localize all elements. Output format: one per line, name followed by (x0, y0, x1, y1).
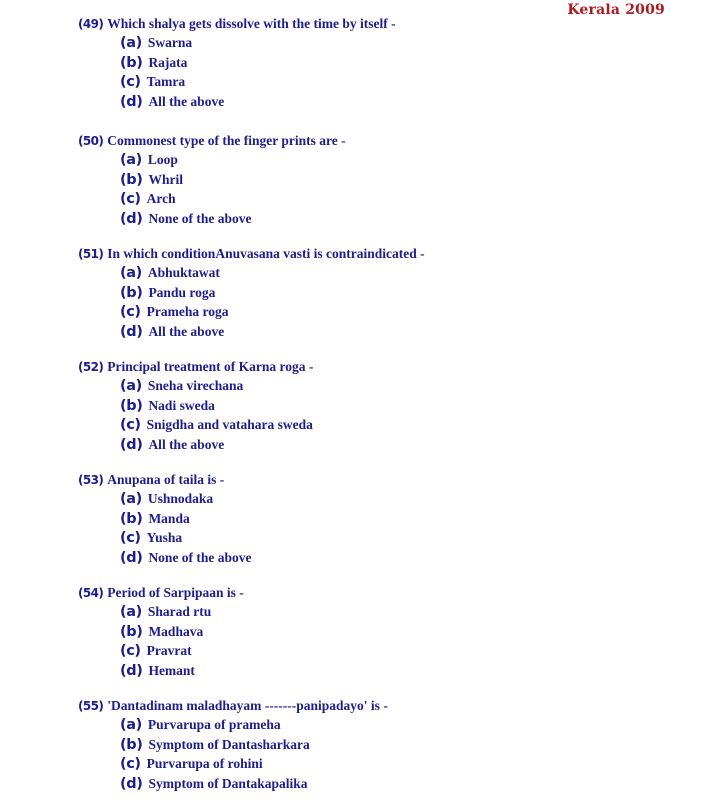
option-c (120, 641, 698, 661)
option-list (120, 150, 698, 228)
option-d (120, 774, 698, 794)
question-text: In which conditionAnuvasana vasti is contraindicated - (107, 246, 425, 261)
question-stem (78, 14, 698, 34)
option-letter: (d) (120, 323, 143, 340)
question-stem (78, 470, 698, 490)
exam-header: Kerala 2009 (567, 2, 665, 18)
option-letter: (c) (120, 74, 141, 90)
option-text: Madhava (148, 623, 204, 639)
option-text: Snigdha and vatahara sweda (146, 417, 313, 432)
option-list (120, 263, 698, 341)
option-text: Pandu roga (148, 284, 216, 300)
option-c (120, 72, 698, 92)
option-letter: (c) (120, 756, 141, 772)
option-d (120, 92, 698, 112)
option-text: Sharad rtu (147, 604, 212, 619)
option-letter: (b) (120, 397, 143, 414)
option-letter: (b) (120, 510, 143, 527)
option-letter: (c) (120, 417, 141, 433)
question-stem (78, 357, 698, 377)
option-d (120, 435, 698, 455)
question-number: (50) (78, 134, 104, 148)
question-55 (78, 696, 698, 793)
option-letter: (b) (120, 54, 143, 71)
option-c (120, 189, 698, 209)
option-text: Symptom of Dantasharkara (148, 736, 310, 752)
option-letter: (a) (120, 152, 142, 168)
option-text: Pravrat (146, 643, 192, 658)
option-text: Manda (148, 510, 190, 526)
option-list (120, 489, 698, 567)
option-b (120, 735, 698, 755)
option-text: Arch (146, 191, 176, 206)
option-text: Rajata (148, 54, 188, 70)
option-text: All the above (148, 93, 225, 109)
question-text: Which shalya gets dissolve with the time by itself - (107, 16, 396, 31)
option-letter: (d) (120, 93, 143, 110)
option-d (120, 322, 698, 342)
question-text: 'Dantadinam maladhayam -------panipadayo' is - (107, 698, 388, 713)
option-text: Nadi sweda (148, 397, 215, 413)
option-a (120, 263, 698, 283)
option-a (120, 489, 698, 509)
question-number: (51) (78, 247, 104, 261)
question-text: Principal treatment of Karna roga - (107, 359, 314, 374)
option-letter: (a) (120, 717, 142, 733)
question-49 (78, 14, 698, 111)
option-text: Sneha virechana (147, 378, 244, 393)
option-text: Yusha (146, 530, 183, 545)
question-number: (55) (78, 699, 104, 713)
option-a (120, 602, 698, 622)
option-text: Hemant (148, 662, 195, 678)
question-50 (78, 131, 698, 228)
option-letter: (a) (120, 378, 142, 394)
option-letter: (c) (120, 191, 141, 207)
option-text: Prameha roga (146, 304, 229, 319)
option-list (120, 602, 698, 680)
option-b (120, 622, 698, 642)
question-51 (78, 244, 698, 341)
option-letter: (c) (120, 304, 141, 320)
option-b (120, 509, 698, 529)
option-letter: (b) (120, 623, 143, 640)
option-text: Purvarupa of prameha (147, 717, 281, 732)
option-a (120, 376, 698, 396)
question-number: (52) (78, 360, 104, 374)
option-c (120, 302, 698, 322)
question-text: Period of Sarpipaan is - (107, 585, 244, 600)
option-text: All the above (148, 323, 225, 339)
option-letter: (d) (120, 775, 143, 792)
option-b (120, 170, 698, 190)
option-text: Swarna (147, 35, 193, 50)
option-text: All the above (148, 436, 225, 452)
question-53 (78, 470, 698, 567)
option-letter: (a) (120, 35, 142, 51)
option-d (120, 661, 698, 681)
question-number: (54) (78, 586, 104, 600)
option-b (120, 396, 698, 416)
option-a (120, 715, 698, 735)
option-letter: (a) (120, 604, 142, 620)
option-c (120, 415, 698, 435)
question-stem (78, 244, 698, 264)
option-letter: (c) (120, 643, 141, 659)
option-letter: (c) (120, 530, 141, 546)
option-list (120, 33, 698, 111)
option-text: Whril (148, 171, 183, 187)
option-letter: (d) (120, 210, 143, 227)
option-a (120, 33, 698, 53)
option-text: Symptom of Dantakapalika (148, 775, 308, 791)
option-b (120, 53, 698, 73)
option-letter: (a) (120, 491, 142, 507)
option-text: Loop (147, 152, 178, 167)
option-letter: (d) (120, 436, 143, 453)
question-text: Commonest type of the finger prints are - (107, 133, 346, 148)
option-text: None of the above (148, 549, 252, 565)
question-text: Anupana of taila is - (107, 472, 225, 487)
option-text: Ushnodaka (147, 491, 214, 506)
option-letter: (a) (120, 265, 142, 281)
option-text: Tamra (146, 74, 186, 89)
option-letter: (b) (120, 171, 143, 188)
question-54 (78, 583, 698, 680)
option-d (120, 548, 698, 568)
question-stem (78, 131, 698, 151)
question-stem (78, 696, 698, 716)
option-letter: (b) (120, 736, 143, 753)
option-list (120, 715, 698, 793)
option-list (120, 376, 698, 454)
question-52 (78, 357, 698, 454)
option-c (120, 528, 698, 548)
question-stem (78, 583, 698, 603)
option-text: Purvarupa of rohini (146, 756, 263, 771)
question-number: (49) (78, 17, 104, 31)
option-a (120, 150, 698, 170)
option-letter: (d) (120, 662, 143, 679)
option-c (120, 754, 698, 774)
option-text: Abhuktawat (147, 265, 220, 280)
option-d (120, 209, 698, 229)
option-letter: (b) (120, 284, 143, 301)
option-text: None of the above (148, 210, 252, 226)
question-number: (53) (78, 473, 104, 487)
option-b (120, 283, 698, 303)
option-letter: (d) (120, 549, 143, 566)
